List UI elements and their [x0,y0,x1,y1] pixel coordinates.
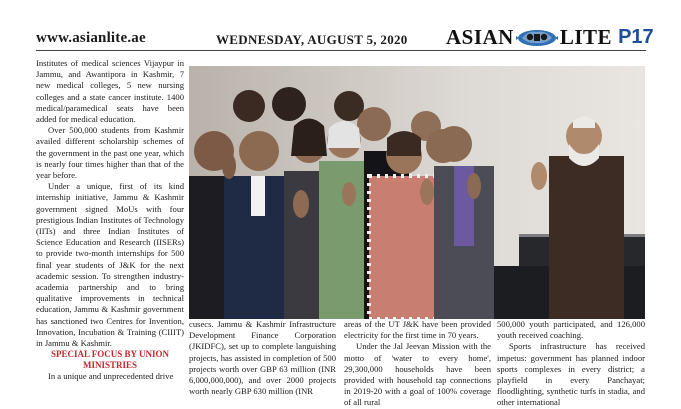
brand-word-right: LITE [559,24,613,49]
paragraph: In a unique and unprecedented drive [48,371,174,382]
paragraph: Over 500,000 students from Kashmir availed different scholarship schemes of the government in the past one year, which is nearly four times higher than that of the year before. [36,125,184,181]
paragraph: areas of the UT J&K have been provided electricity for the first time in 70 years. [344,319,491,341]
photo-illustration [189,66,645,319]
section-subhead: SPECIAL FOCUS BY UNION MINISTRIES [51,349,169,371]
news-photo [189,66,645,319]
lion-emblem-icon [516,26,558,48]
masthead-logo [446,25,654,49]
page-header [0,0,681,52]
paragraph: 500,000 youth participated, and 126,000 youth received coaching. [497,319,645,341]
paragraph: Institutes of medical sciences Vijaypur in Jammu, and Awantipora in Kashmir, 7 new medical colleges, 5 new nursing colleges and a state cancer institute. 1400 medical/paramedical seats have been added for medical education. [36,58,184,125]
header-rule [36,50,646,51]
article-column-1 [36,58,184,400]
article-column-4 [497,319,645,408]
site-url[interactable]: www.asianlite.ae [36,30,146,46]
paragraph: Under the Jal Jeevan Mission with the motto of 'water to every home', 29,300,000 households have been provided with household tap connections in 2019-20 with a goal of 100% coverage of all rural [344,341,491,408]
brand-word-left: ASIAN [446,24,514,49]
article-column-2 [189,319,336,400]
issue-date: WEDNESDAY, AUGUST 5, 2020 [216,32,408,47]
paragraph: Under a unique, first of its kind internship initiative, Jammu & Kashmir government signed MoUs with four prestigious Indian Institutes of Technology (IITs) and three Indian Institutes of Science Education and Research (IISERs) to provide two-month internships for 500 final year students of J&K for the next academic session. To strengthen industry-academia partnership and to bring qualitative improvements in technical education, Jammu & Kashmir government has sanctioned two Centres for Invention, Innovation, Incubation & Training (CIIIT) in Jammu & Kashmir. [36,181,184,349]
article-column-3 [344,319,491,408]
paragraph: cusecs. Jammu & Kashmir Infrastructure Development Finance Corporation (JKIDFC), set up to complete languishing projects, has assisted in completion of 500 projects worth over GBP 63 million (INR 6,000,000,000), and over 2000 projects worth nearly GBP 630 million (INR [189,319,336,397]
page-number: P17 [618,25,654,48]
paragraph: Sports infrastructure has received impetus: government has planned indoor sports complexes in every district; a playfield in every Panchayat; floodlighting, synthetic turfs in stadia, and other international [497,341,645,408]
